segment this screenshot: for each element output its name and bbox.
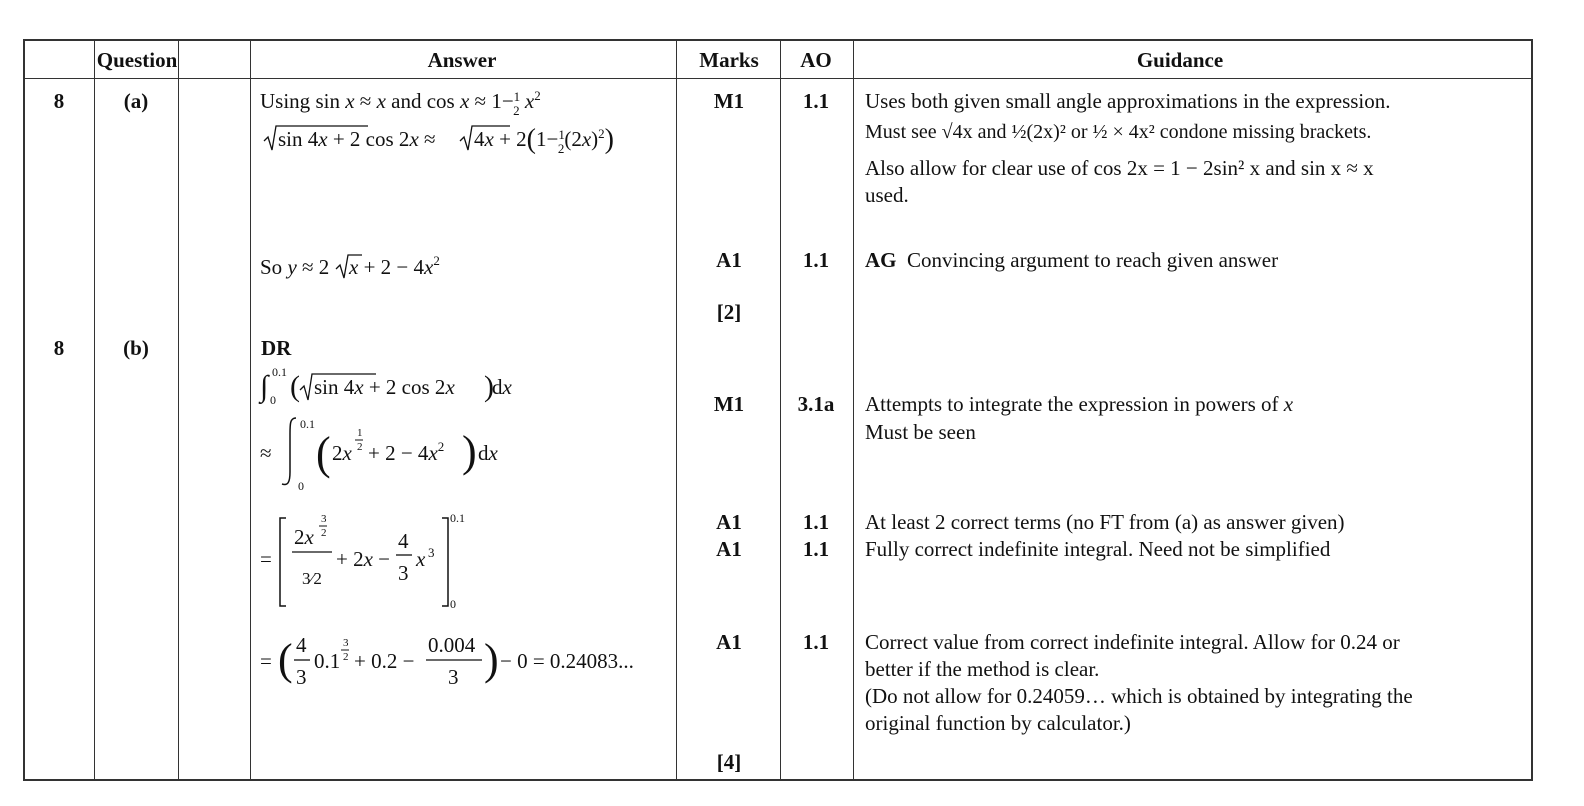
ag-label: AG xyxy=(865,248,897,272)
ao-code: 1.1 xyxy=(802,630,830,654)
svg-text:=: = xyxy=(260,547,272,571)
ao-code: 1.1 xyxy=(802,537,830,561)
answer-a-approximations xyxy=(260,88,660,158)
mark-code: A1 xyxy=(716,537,742,561)
column-divider xyxy=(676,41,677,779)
svg-text:≈: ≈ xyxy=(260,441,272,465)
answer-b-integral-2 xyxy=(260,414,560,494)
question-number: 8 xyxy=(53,89,65,113)
variable-x: x xyxy=(1283,392,1294,416)
svg-text:sin 4x + 2 cos 2x ≈: sin 4x + 2 cos 2x ≈ xyxy=(278,127,436,151)
svg-text:): ) xyxy=(484,370,494,403)
question-part: (b) xyxy=(123,336,149,360)
svg-text:): ) xyxy=(462,427,477,476)
ao-code: 3.1a xyxy=(797,392,835,416)
guidance-ag-line xyxy=(865,248,1278,273)
question-number: 8 xyxy=(53,336,65,360)
answer-a-result xyxy=(260,250,520,284)
svg-text:0.004: 0.004 xyxy=(428,633,476,657)
question-part: (a) xyxy=(123,89,149,113)
column-divider xyxy=(94,41,95,779)
svg-text:4: 4 xyxy=(296,633,307,657)
svg-text:dx: dx xyxy=(478,441,498,465)
svg-text:dx: dx xyxy=(492,375,512,399)
svg-text:3⁄2: 3⁄2 xyxy=(302,569,322,588)
ao-code: 1.1 xyxy=(802,510,830,534)
column-divider xyxy=(250,41,251,779)
column-divider xyxy=(853,41,854,779)
guidance-text: (Do not allow for 0.24059… which is obtained by integrating the xyxy=(865,684,1413,708)
header-question: Question xyxy=(96,48,178,72)
svg-text:(: ( xyxy=(278,635,293,684)
guidance-text: original function by calculator.) xyxy=(865,711,1131,735)
svg-text:+ 2 − 4x2: + $2 - 4x^2$ xyxy=(368,439,445,465)
svg-text:4: 4 xyxy=(398,529,409,553)
svg-text:3: 3 xyxy=(296,665,307,689)
guidance-text: Convincing argument to reach given answer xyxy=(907,248,1279,272)
guidance-text: Also allow for clear use of cos 2x = 1 − 2sin² x and sin x ≈ x xyxy=(865,156,1374,180)
mark-code: A1 xyxy=(716,248,742,272)
guidance-text: Must see √4x and ½(2x)² or ½ × 4x² condone missing brackets. xyxy=(865,121,1372,143)
mark-total: [4] xyxy=(716,750,742,774)
svg-text:=: = xyxy=(260,649,272,673)
guidance-text: At least 2 correct terms (no FT from (a) as answer given) xyxy=(865,510,1345,534)
header-guidance: Guidance xyxy=(1136,48,1224,72)
svg-text:3: 3 xyxy=(448,665,459,689)
svg-text:+ 0.2 −: + 0.2 − xyxy=(354,649,415,673)
svg-text:(: ( xyxy=(316,427,331,479)
mark-code: A1 xyxy=(716,630,742,654)
svg-text:2x: 2x xyxy=(332,441,352,465)
svg-text:− 0 = 0.24083...: − 0 = 0.24083... xyxy=(500,649,634,673)
svg-text:3: 3 xyxy=(398,561,409,585)
svg-text:0.1: 0.1 xyxy=(300,417,315,431)
guidance-text xyxy=(865,392,1293,417)
svg-text:2: 2 xyxy=(357,441,363,453)
guidance-text-part: Attempts to integrate the expression in powers of xyxy=(865,392,1284,416)
ao-code: 1.1 xyxy=(802,89,830,113)
svg-text:So y ≈ 2: So y ≈ 2 xyxy=(260,255,330,279)
svg-text:2: 2 xyxy=(321,527,327,539)
svg-text:2x: 2x xyxy=(294,525,314,549)
svg-text:+ 2x −: + 2x − xyxy=(336,547,391,571)
svg-text:∫: ∫ xyxy=(260,370,269,403)
svg-text:0: 0 xyxy=(298,479,304,493)
answer-b-evaluation xyxy=(260,630,660,700)
mark-code: A1 xyxy=(716,510,742,534)
math-line: Using sin x ≈ x and cos x ≈ 1−$^1$ 2 $x^2$ xyxy=(260,88,541,118)
svg-text:sin 4x + 2 cos 2x: sin 4x + 2 cos 2x xyxy=(314,375,455,399)
header-ao: AO xyxy=(800,48,832,72)
svg-text:x: x xyxy=(416,547,426,571)
svg-text:1: 1 xyxy=(357,427,363,439)
svg-text:0.1: 0.1 xyxy=(450,511,465,525)
result-value: 0 = 0.24083... xyxy=(517,649,634,673)
header-divider xyxy=(25,78,1531,79)
column-divider xyxy=(780,41,781,779)
svg-text:(: ( xyxy=(290,370,300,403)
svg-text:0.1: 0.1 xyxy=(272,365,287,379)
guidance-text: Fully correct indefinite integral. Need not be simplified xyxy=(865,537,1331,561)
mark-code: M1 xyxy=(713,392,745,416)
svg-text:0.1: 0.1 xyxy=(314,649,341,673)
dr-label: DR xyxy=(261,336,292,360)
svg-text:3: 3 xyxy=(321,513,327,525)
svg-text:3: 3 xyxy=(428,545,435,560)
guidance-text: Uses both given small angle approximations in the expression. xyxy=(865,89,1391,113)
guidance-text: used. xyxy=(865,183,909,207)
svg-text:2: 2 xyxy=(343,651,349,663)
svg-text:3: 3 xyxy=(343,637,349,649)
svg-text:4x + 2(1−12(2x)2): 4x + 2(1−$^1$ $2(2x)^2$) xyxy=(474,124,614,156)
mark-code: M1 xyxy=(713,89,745,113)
column-divider xyxy=(178,41,179,779)
svg-text:): ) xyxy=(484,635,499,684)
svg-text:0: 0 xyxy=(450,597,456,611)
mark-scheme-table xyxy=(23,39,1533,781)
svg-text:0: 0 xyxy=(270,393,276,407)
guidance-text: Must be seen xyxy=(865,420,976,444)
guidance-text: better if the method is clear. xyxy=(865,657,1100,681)
header-answer: Answer xyxy=(427,48,497,72)
mark-total: [2] xyxy=(716,300,742,324)
guidance-text: Correct value from correct indefinite integral. Allow for 0.24 or xyxy=(865,630,1400,654)
header-marks: Marks xyxy=(699,48,759,72)
ao-code: 1.1 xyxy=(802,248,830,272)
svg-text:x + 2 − 4x2: $x + 2 - 4x^2$ xyxy=(349,253,440,279)
answer-b-integral-1 xyxy=(260,364,560,408)
answer-b-antiderivative xyxy=(260,510,520,610)
